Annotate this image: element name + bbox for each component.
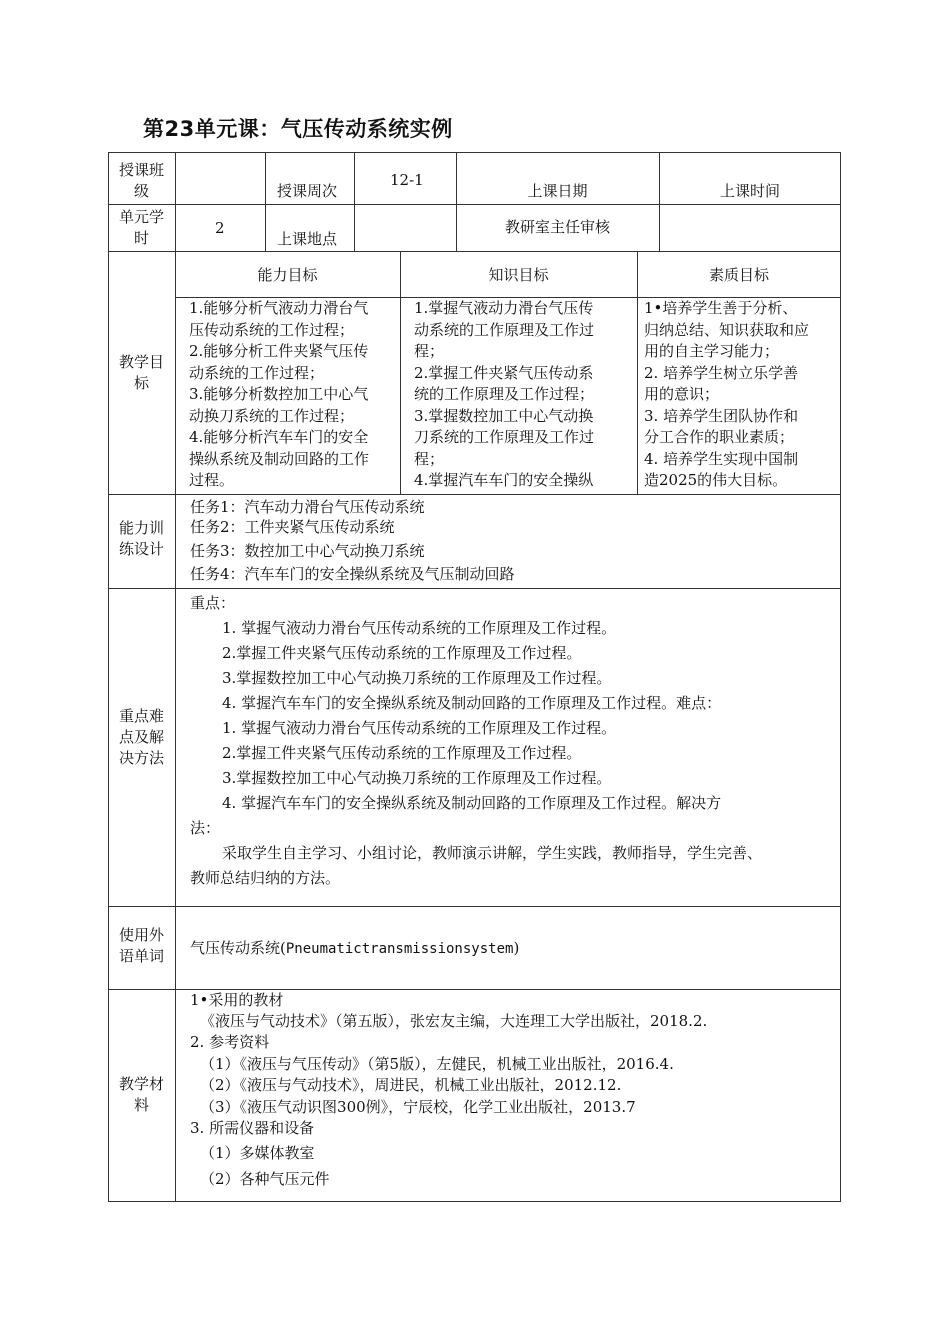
quality-line: 用的自主学习能力； <box>644 342 780 360</box>
key-point-line: 4. 掌握汽车车门的安全操纵系统及制动回路的工作原理及工作过程。难点： <box>222 694 722 712</box>
review-label: 教研室主任审核 <box>504 218 610 236</box>
key-point-line: 2.掌握工件夹紧气压传动系统的工作原理及工作过程。 <box>222 644 582 662</box>
column-divider <box>354 152 355 251</box>
vocab-text <box>190 937 519 960</box>
ability-line: 压传动系统的工作过程； <box>189 320 355 339</box>
quality-line: 归纳总结、知识获取和应 <box>644 320 810 339</box>
knowledge-header: 知识目标 <box>488 266 549 284</box>
page-title: 第23单元课：气压传动系统实例 <box>143 117 453 141</box>
row-divider <box>108 204 841 205</box>
knowledge-line: 程； <box>414 449 445 468</box>
vocab-zh: 气压传动系统( <box>190 939 286 957</box>
week-value: 12-1 <box>390 171 424 189</box>
key-point-line: 4. 掌握汽车车门的安全操纵系统及制动回路的工作原理及工作过程。解决方 <box>222 794 722 812</box>
row-divider <box>108 494 841 495</box>
knowledge-line: 程； <box>414 342 445 360</box>
key-point-line: 3.掌握数控加工中心气动换刀系统的工作原理及工作过程。 <box>222 769 612 787</box>
place-label: 上课地点 <box>277 230 338 248</box>
material-line: （2）《液压与气动技术》，周进民，机械工业出版社，2012.12. <box>200 1076 622 1094</box>
hours-value: 2 <box>215 219 225 237</box>
ability-objectives <box>189 298 399 494</box>
task-item: 任务4：汽车车门的安全操纵系统及气压制动回路 <box>190 565 515 583</box>
task-item: 任务3：数控加工中心气动换刀系统 <box>190 542 425 560</box>
knowledge-line: 2.掌握工件夹紧气压传动系 <box>414 363 594 382</box>
knowledge-line: 刀系统的工作原理及工作过 <box>414 428 595 446</box>
material-line: 2. 参考资料 <box>190 1033 270 1051</box>
row-divider <box>108 906 841 907</box>
ability-line: 4.能够分析汽车车门的安全 <box>189 428 369 446</box>
knowledge-line: 动系统的工作原理及工作过 <box>414 320 595 339</box>
ability-line: 操纵系统及制动回路的工作 <box>189 449 370 468</box>
ability-header: 能力目标 <box>257 266 318 284</box>
quality-header: 素质目标 <box>708 266 769 284</box>
key-point-line: 采取学生自主学习、小组讨论，教师演示讲解，学生实践，教师指导，学生完善、 <box>222 844 763 862</box>
row-divider <box>108 251 841 252</box>
date-label: 上课日期 <box>527 182 588 200</box>
column-divider <box>175 152 176 1202</box>
knowledge-line: 1.掌握气液动力滑台气压传 <box>414 299 594 317</box>
material-line: 《液压与气动技术》（第五版），张宏友主编，大连理工大学出版社，2018.2. <box>200 1012 708 1030</box>
knowledge-objectives <box>414 298 636 494</box>
vocab-end: ) <box>513 939 520 957</box>
column-divider <box>637 251 638 494</box>
key-point-line: 1. 掌握气液动力滑台气压传动系统的工作原理及工作过程。 <box>222 719 617 737</box>
knowledge-line: 统的工作原理及工作过程； <box>414 385 595 403</box>
column-divider <box>265 152 266 251</box>
material-line: （1）《液压与气压传动》（第5版），左健民，机械工业出版社，2016.4. <box>200 1055 674 1073</box>
quality-line: 3. 培养学生团队协作和 <box>644 406 799 425</box>
material-line: 1•采用的教材 <box>190 991 284 1009</box>
knowledge-line: 3.掌握数控加工中心气动换 <box>414 406 594 425</box>
ability-line: 动系统的工作过程； <box>189 363 325 382</box>
ability-line: 1.能够分析气液动力滑台气 <box>189 299 369 317</box>
quality-line: 用的意识； <box>644 385 720 403</box>
material-line: （3）《液压气动识图300例》，宁辰校，化学工业出版社，2013.7 <box>200 1098 636 1116</box>
quality-line: 1•培养学生善于分析、 <box>644 299 798 317</box>
key-point-line: 教师总结归纳的方法。 <box>190 869 341 887</box>
material-line: （1）多媒体教室 <box>200 1144 315 1162</box>
quality-line: 造2025的伟大目标。 <box>644 471 788 489</box>
task-item: 任务2：工件夹紧气压传动系统 <box>190 518 395 536</box>
ability-line: 3.能够分析数控加工中心气 <box>189 385 369 403</box>
quality-line: 2. 培养学生树立乐学善 <box>644 363 799 382</box>
week-label: 授课周次 <box>277 182 338 200</box>
material-line: （2）各种气压元件 <box>200 1170 330 1188</box>
quality-line: 4. 培养学生实现中国制 <box>644 449 799 468</box>
key-point-line: 1. 掌握气液动力滑台气压传动系统的工作原理及工作过程。 <box>222 619 617 637</box>
knowledge-line: 4.掌握汽车车门的安全操纵 <box>414 471 594 489</box>
quality-objectives <box>644 298 840 494</box>
vocab-label: 使用外语单词 <box>118 926 164 965</box>
time-label: 上课时间 <box>719 182 780 200</box>
task-item: 任务1：汽车动力滑台气压传动系统 <box>190 498 425 516</box>
class-label: 授课班级 <box>118 161 164 200</box>
ability-line: 过程。 <box>189 471 235 489</box>
row-divider <box>108 588 841 589</box>
quality-line: 分工合作的职业素质； <box>644 428 795 446</box>
key-point-line: 法： <box>190 819 221 837</box>
vocab-en: Pneumatictransmissionsystem <box>285 941 514 957</box>
key-point-line: 3.掌握数控加工中心气动换刀系统的工作原理及工作过程。 <box>222 669 612 687</box>
key-point-line: 2.掌握工件夹紧气压传动系统的工作原理及工作过程。 <box>222 744 582 762</box>
ability-line: 2.能够分析工件夹紧气压传 <box>189 342 369 360</box>
key-points-label: 重点难点及解决方法 <box>118 707 164 767</box>
material-line: 3. 所需仪器和设备 <box>190 1119 315 1137</box>
training-label: 能力训练设计 <box>118 519 164 558</box>
column-divider <box>400 251 401 494</box>
key-point-line: 重点： <box>190 594 236 612</box>
hours-label: 单元学时 <box>118 208 164 247</box>
ability-line: 动换刀系统的工作过程； <box>189 406 355 425</box>
materials-label: 教学材料 <box>118 1075 164 1114</box>
objectives-label: 教学目标 <box>118 353 164 392</box>
